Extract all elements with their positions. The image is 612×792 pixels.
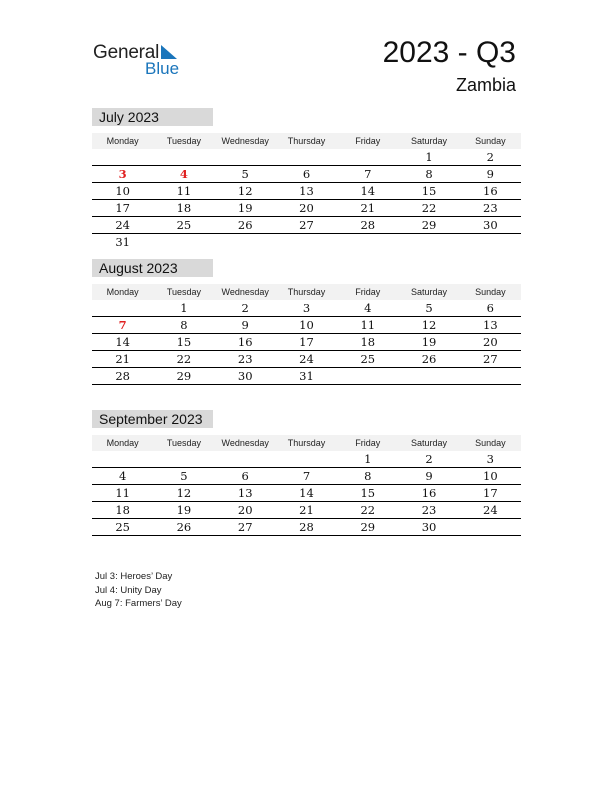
month-label: July 2023 (92, 108, 213, 126)
day-cell: 6 (302, 167, 311, 181)
week-row (92, 502, 521, 519)
day-cell: 21 (299, 503, 314, 517)
day-cell: 8 (364, 469, 372, 483)
day-cell: 15 (176, 335, 192, 349)
week-row (92, 183, 521, 200)
day-cell (337, 149, 398, 165)
day-cell: 9 (241, 318, 249, 332)
month-august (92, 259, 521, 385)
day-cell: 20 (237, 503, 253, 517)
holiday-note: Jul 4: Unity Day (95, 584, 162, 596)
day-cell: 13 (483, 318, 498, 332)
weekday-label: Monday (106, 438, 139, 448)
day-cell: 25 (115, 520, 130, 534)
week-row (92, 200, 521, 217)
day-cell: 5 (425, 301, 433, 315)
day-cell: 31 (299, 369, 314, 383)
day-cell: 12 (421, 318, 437, 332)
week-row (92, 451, 521, 468)
weekday-label: Thursday (287, 287, 326, 297)
day-cell: 6 (241, 469, 249, 483)
day-cell: 25 (176, 218, 192, 232)
day-cell: 2 (241, 301, 249, 315)
month-july (92, 108, 521, 251)
day-cell: 5 (241, 167, 249, 181)
day-cell: 20 (483, 335, 498, 349)
day-cell: 30 (483, 218, 498, 232)
day-cell (153, 451, 214, 467)
day-cell: 21 (360, 201, 376, 215)
day-cell: 15 (360, 486, 376, 500)
day-cell: 15 (421, 184, 437, 198)
day-cell: 10 (483, 469, 498, 483)
weekday-label: Friday (355, 136, 381, 146)
weekday-label: Saturday (411, 438, 448, 448)
day-cell: 24 (115, 218, 130, 232)
weekday-label: Wednesday (221, 136, 269, 146)
weekday-label: Friday (355, 438, 381, 448)
day-cell: 27 (299, 218, 314, 232)
week-row (92, 166, 521, 183)
day-cell: 11 (360, 318, 376, 332)
day-cell (215, 234, 276, 250)
weekday-label: Sunday (475, 136, 506, 146)
weekday-label: Wednesday (221, 438, 269, 448)
day-cell: 28 (115, 369, 130, 383)
day-cell: 18 (176, 201, 192, 215)
day-cell: 29 (360, 520, 376, 534)
day-cell (276, 149, 337, 165)
week-row (92, 485, 521, 502)
week-row (92, 149, 521, 166)
day-cell: 27 (483, 352, 498, 366)
day-cell: 23 (483, 201, 498, 215)
day-cell: 27 (237, 520, 253, 534)
day-cell: 2 (425, 452, 433, 466)
day-cell: 3 (118, 167, 127, 181)
day-cell: 3 (302, 301, 311, 315)
month-september (92, 410, 521, 536)
day-cell: 12 (237, 184, 253, 198)
day-cell: 19 (237, 201, 253, 215)
week-row (92, 300, 521, 317)
day-cell: 19 (421, 335, 437, 349)
day-cell: 5 (180, 469, 188, 483)
day-cell (398, 368, 459, 384)
week-row (92, 217, 521, 234)
day-cell: 16 (421, 486, 437, 500)
day-cell: 30 (237, 369, 253, 383)
day-cell: 3 (486, 452, 494, 466)
day-cell: 31 (115, 235, 130, 249)
day-cell: 24 (299, 352, 314, 366)
day-cell: 18 (360, 335, 376, 349)
day-cell: 29 (421, 218, 437, 232)
day-cell (92, 300, 153, 316)
day-cell: 21 (115, 352, 130, 366)
country-name: Zambia (455, 75, 516, 95)
day-cell: 12 (176, 486, 192, 500)
day-cell: 8 (425, 167, 433, 181)
day-cell (92, 149, 153, 165)
holiday-note: Aug 7: Farmers’ Day (95, 598, 182, 609)
day-cell: 22 (421, 201, 437, 215)
weekday-label: Thursday (287, 136, 326, 146)
holiday-note: Jul 3: Heroes’ Day (95, 571, 173, 582)
day-cell: 11 (115, 486, 130, 500)
week-row (92, 234, 521, 251)
day-cell: 26 (176, 520, 192, 534)
day-cell: 2 (486, 150, 494, 164)
day-cell: 26 (421, 352, 437, 366)
day-cell (276, 234, 337, 250)
day-cell: 11 (176, 184, 192, 198)
weekday-label: Friday (355, 287, 381, 297)
page-title: 2023 - Q3 (382, 36, 516, 69)
day-cell: 22 (176, 352, 192, 366)
day-cell (276, 451, 337, 467)
day-cell: 13 (237, 486, 253, 500)
month-label: August 2023 (92, 259, 213, 277)
day-cell: 10 (299, 318, 314, 332)
day-cell: 1 (425, 150, 433, 164)
day-cell (398, 234, 459, 250)
month-label: September 2023 (92, 410, 213, 428)
day-cell: 22 (360, 503, 376, 517)
day-cell (153, 234, 214, 250)
day-cell: 7 (364, 167, 372, 181)
week-row (92, 351, 521, 368)
weekday-label: Thursday (287, 438, 326, 448)
day-cell: 14 (299, 486, 314, 500)
logo-blue-text: Blue (145, 59, 180, 78)
week-row (92, 519, 521, 536)
day-cell: 25 (360, 352, 376, 366)
day-cell: 28 (299, 520, 314, 534)
weekday-label: Monday (106, 287, 139, 297)
day-cell: 20 (299, 201, 314, 215)
day-cell: 17 (115, 201, 130, 215)
day-cell (92, 451, 153, 467)
day-cell (460, 368, 521, 384)
day-cell: 23 (421, 503, 437, 517)
day-cell: 9 (425, 469, 433, 483)
weekday-label: Tuesday (166, 438, 202, 448)
weekday-label: Wednesday (221, 287, 269, 297)
day-cell: 24 (483, 503, 498, 517)
day-cell (215, 451, 276, 467)
day-cell: 6 (486, 301, 494, 315)
weekday-header (92, 435, 521, 451)
day-cell: 4 (364, 301, 372, 315)
weekday-label: Tuesday (166, 136, 202, 146)
day-cell: 14 (115, 335, 130, 349)
day-cell (215, 149, 276, 165)
week-row (92, 368, 521, 385)
day-cell: 7 (118, 318, 127, 332)
holiday-notes (95, 570, 182, 611)
day-cell (153, 149, 214, 165)
day-cell: 14 (360, 184, 376, 198)
day-cell: 1 (364, 452, 372, 466)
day-cell: 7 (302, 469, 311, 483)
day-cell: 17 (299, 335, 314, 349)
day-cell: 16 (483, 184, 498, 198)
day-cell (460, 519, 521, 535)
day-cell: 9 (486, 167, 494, 181)
day-cell: 19 (176, 503, 192, 517)
logo (93, 40, 193, 80)
day-cell: 4 (118, 469, 127, 483)
weekday-label: Sunday (475, 438, 506, 448)
weekday-label: Saturday (411, 287, 448, 297)
weekday-label: Saturday (411, 136, 448, 146)
day-cell: 8 (180, 318, 188, 332)
week-row (92, 317, 521, 334)
day-cell: 28 (360, 218, 376, 232)
weekday-label: Tuesday (166, 287, 202, 297)
day-cell: 30 (421, 520, 437, 534)
day-cell: 18 (115, 503, 130, 517)
week-row (92, 468, 521, 485)
week-row (92, 334, 521, 351)
day-cell: 1 (180, 301, 188, 315)
weekday-header (92, 284, 521, 300)
logo-triangle-icon (161, 45, 177, 59)
day-cell (337, 368, 398, 384)
weekday-header (92, 133, 521, 149)
day-cell (337, 234, 398, 250)
day-cell: 29 (176, 369, 192, 383)
day-cell: 16 (237, 335, 253, 349)
day-cell: 17 (483, 486, 498, 500)
day-cell: 26 (237, 218, 253, 232)
day-cell: 4 (179, 167, 188, 181)
day-cell: 23 (237, 352, 253, 366)
day-cell: 10 (115, 184, 130, 198)
logo-general-text: General (93, 42, 160, 63)
day-cell (460, 234, 521, 250)
weekday-label: Monday (106, 136, 139, 146)
day-cell: 13 (299, 184, 314, 198)
weekday-label: Sunday (475, 287, 506, 297)
